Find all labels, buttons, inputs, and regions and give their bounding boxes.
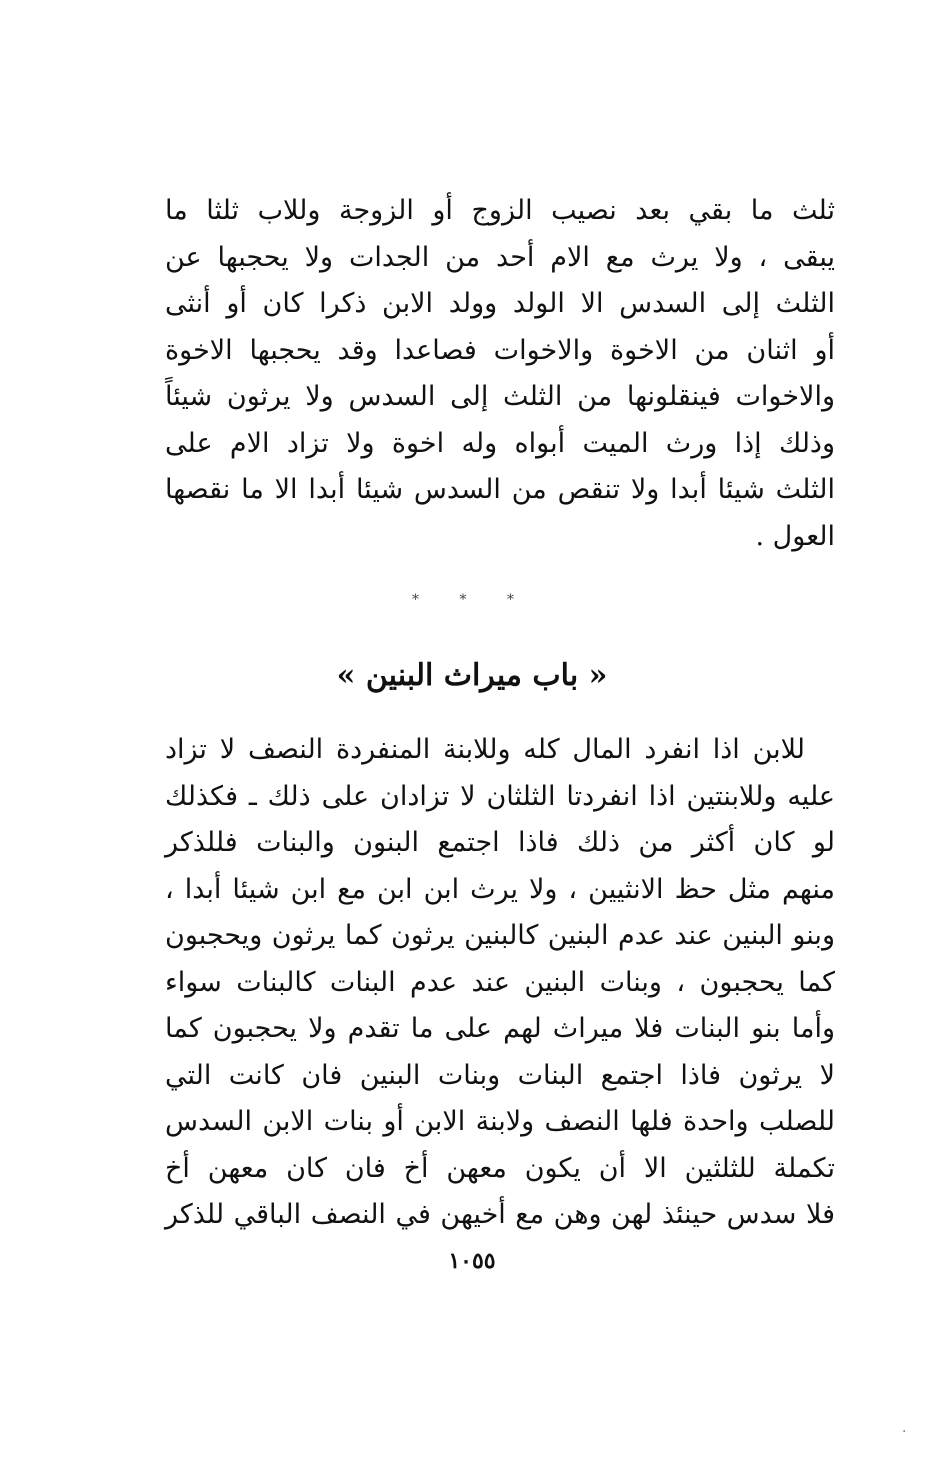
paragraph-line: كما يحجبون ، وبنات البنين عند عدم البنات كالبنات سواء bbox=[165, 966, 835, 998]
paragraph-line: وأما بنو البنات فلا ميراث لهم على ما تقدم ولا يحجبون كما bbox=[165, 1013, 835, 1044]
paragraph-line: تكملة للثلثين الا أن يكون معهن أخ فان كان معهن أخ bbox=[165, 1152, 835, 1184]
paragraph-2 bbox=[165, 727, 835, 1239]
paragraph-line: لا يرثون فاذا اجتمع البنات وبنات البنين فان كانت التي bbox=[165, 1059, 835, 1091]
paragraph-line: لو كان أكثر من ذلك فاذا اجتمع البنون والبنات فللذكر bbox=[165, 827, 835, 858]
paragraph-line: للابن اذا انفرد المال كله وللابنة المنفردة النصف لا تزاد bbox=[165, 734, 805, 765]
paragraph-line: فلا سدس حينئذ لهن وهن مع أخيهن في النصف الباقي للذكر bbox=[165, 1199, 835, 1230]
corner-mark: · bbox=[902, 1424, 907, 1440]
paragraph-line: أو اثنان من الاخوة والاخوات فصاعدا وقد يحجبها الاخوة bbox=[165, 334, 835, 366]
paragraph-line: يبقى ، ولا يرث مع الام أحد من الجدات ولا يحجبها عن bbox=[165, 241, 835, 273]
paragraph-line: عليه وللابنتين اذا انفردتا الثلثان لا تزادان على ذلك ـ فكذلك bbox=[165, 780, 835, 812]
paragraph-line: وذلك إذا ورث الميت أبواه وله اخوة ولا تزاد الام على bbox=[165, 427, 835, 459]
section-separator: * * * bbox=[412, 592, 532, 608]
paragraph-line: للصلب واحدة فلها النصف ولابنة الابن أو بنات الابن السدس bbox=[165, 1106, 835, 1137]
paragraph-line: والاخوات فينقلونها من الثلث إلى السدس ولا يرثون شيئاً bbox=[165, 381, 835, 412]
paragraph-line: ثلث ما بقي بعد نصيب الزوج أو الزوجة وللاب ثلثا ما bbox=[165, 195, 835, 226]
section-title: « باب ميراث البنين » bbox=[336, 658, 608, 693]
paragraph-line: منهم مثل حظ الانثيين ، ولا يرث ابن ابن مع ابن شيئا أبدا ، bbox=[165, 873, 835, 905]
paragraph-line: وبنو البنين عند عدم البنين كالبنين يرثون كما يرثون ويحجبون bbox=[165, 920, 835, 951]
paragraph-line: الثلث شيئا أبدا ولا تنقص من السدس شيئا أبدا الا ما نقصها bbox=[165, 474, 835, 505]
paragraph-1 bbox=[165, 188, 835, 560]
page-number: ١٠٥٥ bbox=[448, 1248, 496, 1274]
paragraph-line: العول . bbox=[755, 520, 835, 552]
paragraph-line: الثلث إلى السدس الا الولد وولد الابن ذكرا كان أو أنثى bbox=[165, 288, 835, 319]
